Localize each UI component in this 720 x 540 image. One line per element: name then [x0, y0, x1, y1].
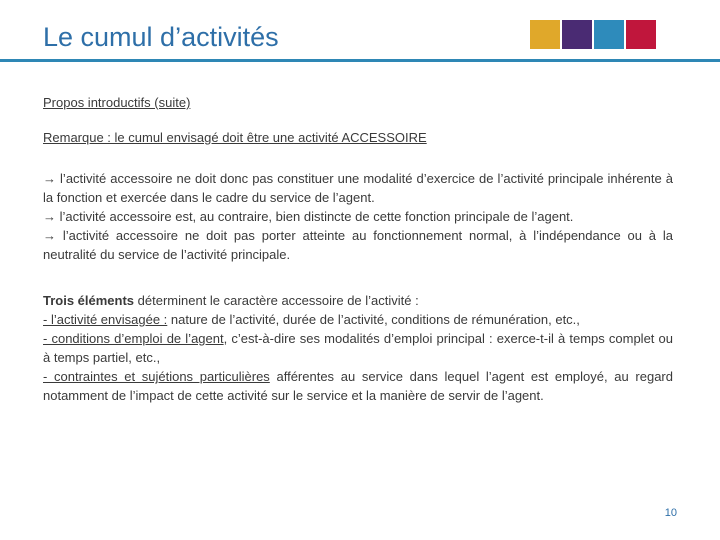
remark-line: Remarque : le cumul envisagé doit être une activité ACCESSOIRE	[43, 130, 427, 145]
element-item	[43, 367, 673, 405]
element-item-title: - contraintes et sujétions particulières	[43, 369, 270, 384]
color-block-red	[626, 20, 656, 49]
elements-list	[43, 291, 673, 405]
color-blocks-decoration	[530, 20, 658, 49]
page-number: 10	[664, 507, 677, 519]
arrow-points	[43, 169, 673, 264]
color-block-yellow	[530, 20, 560, 49]
element-item	[43, 329, 673, 367]
elements-intro	[43, 291, 673, 310]
element-item-text: , c’est-à-dire ses modalités d’emploi principal : exerce-t-il à temps complet ou à temps partiel, etc.,	[43, 331, 674, 365]
arrow-point: → l’activité accessoire est, au contraire, bien distincte de cette fonction principale de l’agent.	[43, 209, 574, 224]
element-item-title: - conditions d’emploi de l’agent	[43, 331, 224, 346]
elements-intro-bold: Trois éléments	[43, 293, 135, 308]
element-item-title: - l’activité envisagée :	[43, 312, 168, 327]
slide-content	[43, 93, 673, 405]
color-block-blue	[594, 20, 624, 49]
element-item	[43, 310, 673, 329]
arrow-point: → l’activité accessoire ne doit pas porter atteinte au fonctionnement normal, à l’indépendance ou à la neutralité du service de l’activité principale.	[43, 228, 673, 262]
elements-intro-text: déterminent le caractère accessoire de l’activité :	[134, 293, 419, 308]
arrow-point: → l’activité accessoire ne doit donc pas constituer une modalité d’exercice de l’activité principale inhérente à la fonction et exercée dans le cadre du service de l’agent.	[43, 171, 673, 205]
slide-title: Le cumul d’activités	[43, 22, 279, 52]
header-rule	[0, 59, 720, 62]
color-block-purple	[562, 20, 592, 49]
element-item-text: afférentes au service dans lequel l’agent est employé, au regard notamment de l’impact de cette activité sur le service et la manière de servir de l’agent.	[43, 369, 673, 403]
element-item-text: nature de l’activité, durée de l’activité, conditions de rémunération, etc.,	[167, 312, 580, 327]
section-heading: Propos introductifs (suite)	[43, 95, 191, 110]
